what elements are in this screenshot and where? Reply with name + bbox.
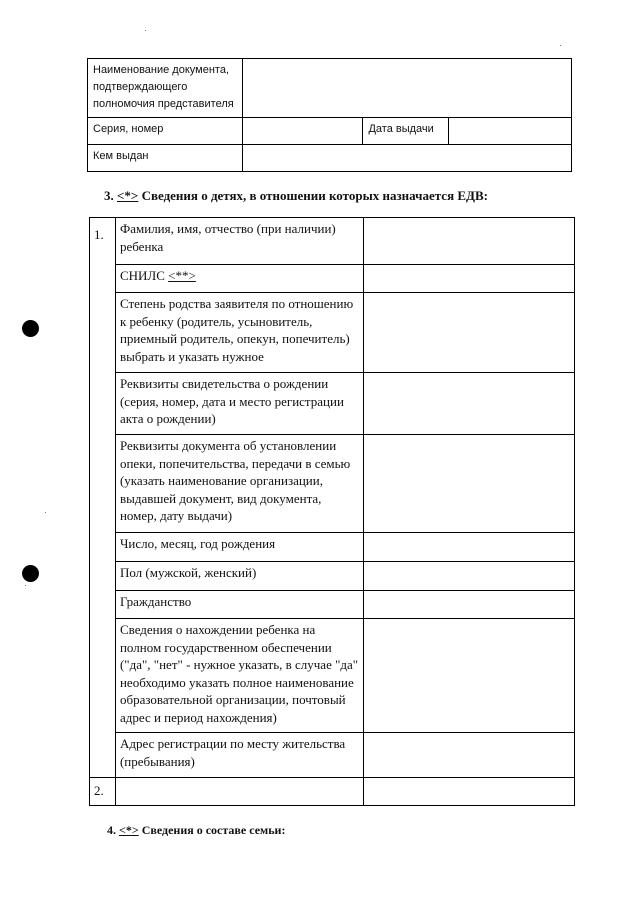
relation-value[interactable]	[363, 293, 574, 373]
scan-speck	[145, 30, 146, 31]
section-3-heading	[104, 188, 488, 204]
punch-hole-top	[22, 320, 39, 337]
snils-footnote-link[interactable]: <**>	[168, 268, 196, 283]
issued-by-value[interactable]	[242, 145, 571, 172]
section-4-title: Сведения о составе семьи:	[141, 823, 286, 837]
issue-date-value[interactable]	[449, 118, 572, 145]
section-3-number: 3.	[104, 188, 114, 203]
child-1-number: 1.	[90, 218, 116, 778]
issue-date-label: Дата выдачи	[363, 118, 449, 145]
snils-value[interactable]	[363, 265, 574, 293]
series-number-label: Серия, номер	[88, 118, 243, 145]
section-3-footnote-link[interactable]: <*>	[117, 188, 139, 203]
sex-value[interactable]	[363, 562, 574, 591]
citizenship-value[interactable]	[363, 591, 574, 619]
children-table	[89, 217, 575, 806]
registration-address-value[interactable]	[363, 733, 574, 778]
relation-label: Степень родства заявителя по отношению к ребенку (родитель, усыновитель, приемный родитель, опекун, попечитель) выбрать и указать нужное	[115, 293, 363, 373]
sex-label: Пол (мужской, женский)	[115, 562, 363, 591]
snils-label-text: СНИЛС	[119, 268, 169, 283]
birth-date-value[interactable]	[363, 533, 574, 562]
birth-date-label: Число, месяц, год рождения	[115, 533, 363, 562]
doc-name-value[interactable]	[242, 59, 571, 118]
issued-by-label: Кем выдан	[88, 145, 243, 172]
scan-speck	[560, 45, 561, 46]
birth-certificate-label: Реквизиты свидетельства о рождении (серия, номер, дата и место регистрации акта о рождении)	[115, 373, 363, 435]
full-state-support-value[interactable]	[363, 619, 574, 733]
citizenship-label: Гражданство	[115, 591, 363, 619]
guardianship-doc-value[interactable]	[363, 435, 574, 533]
full-state-support-label: Сведения о нахождении ребенка на полном государственном обеспечении ("да", "нет" - нужное указать, в случае "да" необходимо указать полное наименование образовательной организации, почтовый адрес и период нахождения)	[115, 619, 363, 733]
section-4-number: 4.	[107, 823, 116, 837]
section-3-title: Сведения о детях, в отношении которых назначается ЕДВ:	[141, 188, 488, 203]
scan-speck	[45, 512, 46, 513]
scan-speck	[25, 585, 26, 586]
section-4-heading	[107, 823, 285, 838]
child-2-number: 2.	[90, 778, 116, 806]
full-name-label: Фамилия, имя, отчество (при наличии) ребенка	[115, 218, 363, 265]
snils-label	[115, 265, 363, 293]
birth-certificate-value[interactable]	[363, 373, 574, 435]
doc-name-label: Наименование документа, подтверждающего полномочия представителя	[88, 59, 243, 118]
full-name-value[interactable]	[363, 218, 574, 265]
punch-hole-bottom	[22, 565, 39, 582]
representative-document-table	[87, 58, 572, 172]
series-number-value[interactable]	[242, 118, 363, 145]
section-4-footnote-link[interactable]: <*>	[119, 823, 139, 837]
child-2-value-cell[interactable]	[363, 778, 574, 806]
child-2-label-cell[interactable]	[115, 778, 363, 806]
guardianship-doc-label: Реквизиты документа об установлении опеки, попечительства, передачи в семью (указать наименование организации, выдавшей документ, вид документа, номер, дату выдачи)	[115, 435, 363, 533]
registration-address-label: Адрес регистрации по месту жительства (пребывания)	[115, 733, 363, 778]
